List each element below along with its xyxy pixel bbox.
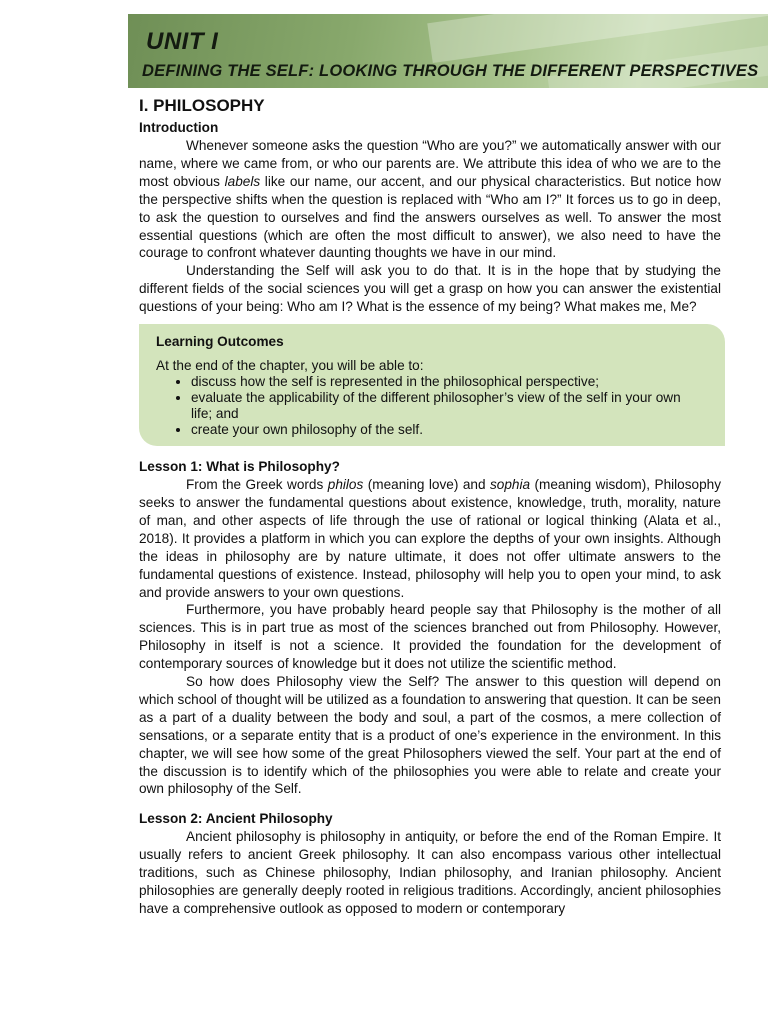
section-title: I. PHILOSOPHY <box>139 96 265 115</box>
spacer <box>139 798 721 810</box>
lesson-1-heading: Lesson 1: What is Philosophy? <box>139 459 340 475</box>
introduction-heading: Introduction <box>139 120 219 135</box>
unit-banner <box>128 14 768 88</box>
page-content <box>139 96 721 918</box>
unit-subtitle: DEFINING THE SELF: LOOKING THROUGH THE DIFFERENT PERSPECTIVES <box>142 62 759 80</box>
learning-outcomes-title: Learning Outcomes <box>156 334 284 350</box>
lesson-2-paragraph: Ancient philosophy is philosophy in antiquity, or before the end of the Roman Empire. It usually refers to ancient Greek philosophy. It can also encompass various other intellectual traditions, such as Chinese philosophy, Indian philosophy, and Iranian philosophy. Ancient philosophies are generally deeply rooted in religious traditions. Accordingly, ancient philosophies have a comprehensive outlook as opposed to modern or contemporary <box>139 829 721 916</box>
emphasis-text: sophia <box>489 477 531 493</box>
list-item: • discuss how the self is represented in the philosophical perspective; <box>191 374 685 390</box>
text-run: From the Greek words <box>186 477 328 493</box>
text-run: Whenever someone asks the question “Who are you?” we automatically answer with our name, where we came from, or who our parents are. We attribute this idea of who we are to the most obvious <box>139 138 721 189</box>
lesson-1-paragraph <box>139 476 721 601</box>
learning-outcomes-box <box>139 324 725 446</box>
emphasis-text: labels <box>224 173 261 189</box>
learning-outcomes-lead: At the end of the chapter, you will be able to: <box>156 358 424 374</box>
lesson-1-paragraph: Furthermore, you have probably heard people say that Philosophy is the mother of all sciences. This is in part true as most of the sciences branched out from Philosophy. However, Philosophy in itself is not a science. It provided the foundation for the development of contemporary sources of knowledge but it does not utilize the scientific method. <box>139 602 721 672</box>
lesson-2-heading: Lesson 2: Ancient Philosophy <box>139 811 333 827</box>
learning-outcomes-list <box>156 374 685 438</box>
text-run: (meaning wisdom), Philosophy seeks to answer the fundamental questions about existence, knowledge, truth, morality, nature of man, and other aspects of life through the use of rational or logical thinking (Alata et al., 2018). It provides a platform in which you can explore the depths of your own insights. Although the ideas in philosophy are by nature ultimate, it does not offer ultimate answers to the fundamental questions of existence. Instead, philosophy will help you to open your mind, to ask and provide answers to your own questions. <box>139 477 721 600</box>
text-run: like our name, our accent, and our physical characteristics. But notice how the perspective shifts when the question is replaced with “Who am I?” It forces us to go in deep, to ask the question to ourselves and find the answers ourselves as well. To answer the most essential questions (which are often the most difficult to answer), we also need to have the courage to confront whatever daunting thoughts we have in our mind. <box>139 173 721 261</box>
list-item: • evaluate the applicability of the different philosopher’s view of the self in your own life; and <box>191 390 685 422</box>
text-run: (meaning love) and <box>363 477 490 493</box>
introduction-paragraph <box>139 137 721 262</box>
emphasis-text: philos <box>327 477 364 493</box>
list-item: • create your own philosophy of the self. <box>191 422 685 438</box>
lesson-1-paragraph: So how does Philosophy view the Self? The answer to this question will depend on which school of thought will be utilized as a foundation to answering that question. It can be seen as a part of a duality between the body and soul, a part of the cosmos, a mere collection of sensations, or a separate entity that is a product of one’s experience in the environment. In this chapter, we will see how some of the great Philosophers viewed the self. Your part at the end of the discussion is to identify which of the philosophies you were able to relate and create your own philosophy of the Self. <box>139 674 721 797</box>
unit-title: UNIT I <box>146 28 219 55</box>
introduction-paragraph: Understanding the Self will ask you to do that. It is in the hope that by studying the different fields of the social sciences you will get a grasp on how you can answer the existential questions of your being: Who am I? What is the essence of my being? What makes me, Me? <box>139 263 721 315</box>
